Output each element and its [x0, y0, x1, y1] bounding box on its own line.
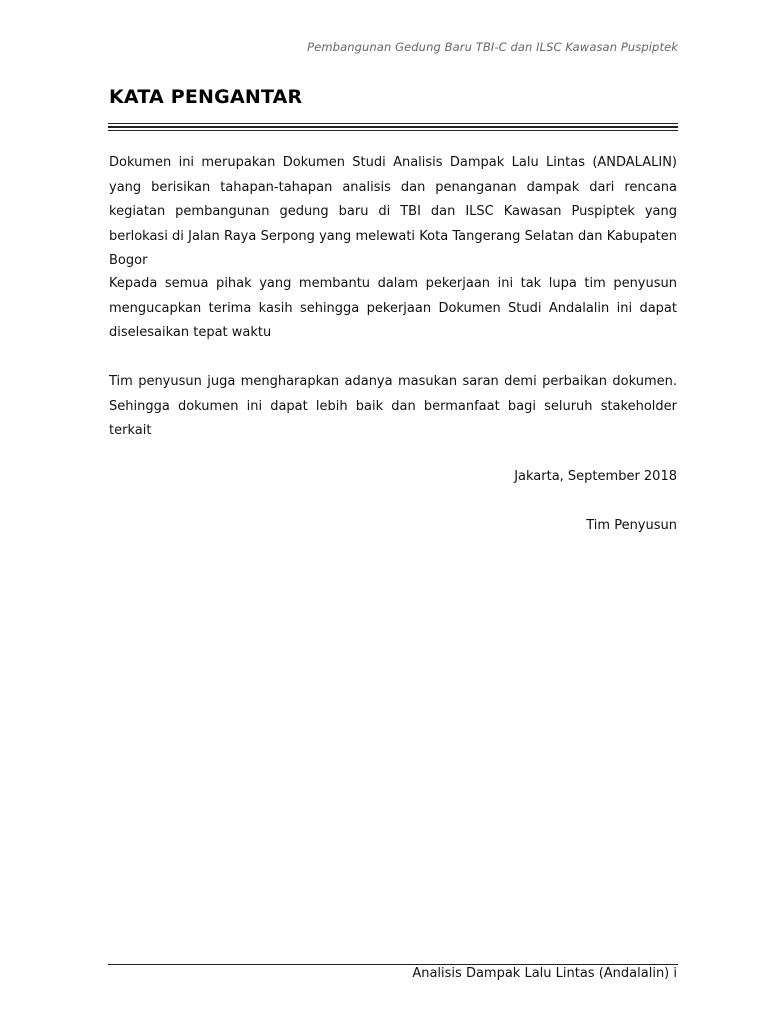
- title-divider: [108, 123, 678, 132]
- footer-divider: [108, 964, 678, 965]
- signatory: Tim Penyusun: [586, 518, 677, 533]
- paragraph-intro: Dokumen ini merupakan Dokumen Studi Analisis Dampak Lalu Lintas (ANDALALIN) yang berisikan tahapan-tahapan analisis dan penanganan dampak dari rencana kegiatan pembangunan gedung baru di TBI dan ILSC Kawasan Puspiptek yang berlokasi di Jalan Raya Serpong yang melewati Kota Tangerang Selatan dan Kabupaten Bogor: [109, 155, 677, 268]
- place-date: Jakarta, September 2018: [514, 469, 677, 484]
- paragraph-thanks: Kepada semua pihak yang membantu dalam pekerjaan ini tak lupa tim penyusun mengucapkan terima kasih sehingga pekerjaan Dokumen Studi Andalalin ini dapat diselesaikan tepat waktu: [109, 276, 677, 340]
- paragraph-feedback: Tim penyusun juga mengharapkan adanya masukan saran demi perbaikan dokumen. Sehingga dokumen ini dapat lebih baik dan bermanfaat bagi seluruh stakeholder terkait: [109, 374, 677, 438]
- title-divider-line-bottom: [108, 130, 678, 131]
- page-title: KATA PENGANTAR: [109, 86, 303, 108]
- title-divider-line-top: [108, 123, 678, 124]
- running-header: Pembangunan Gedung Baru TBI-C dan ILSC Kawasan Puspiptek: [307, 40, 678, 54]
- title-divider-line-middle: [108, 126, 678, 128]
- footer-page-label: Analisis Dampak Lalu Lintas (Andalalin) i: [412, 966, 677, 981]
